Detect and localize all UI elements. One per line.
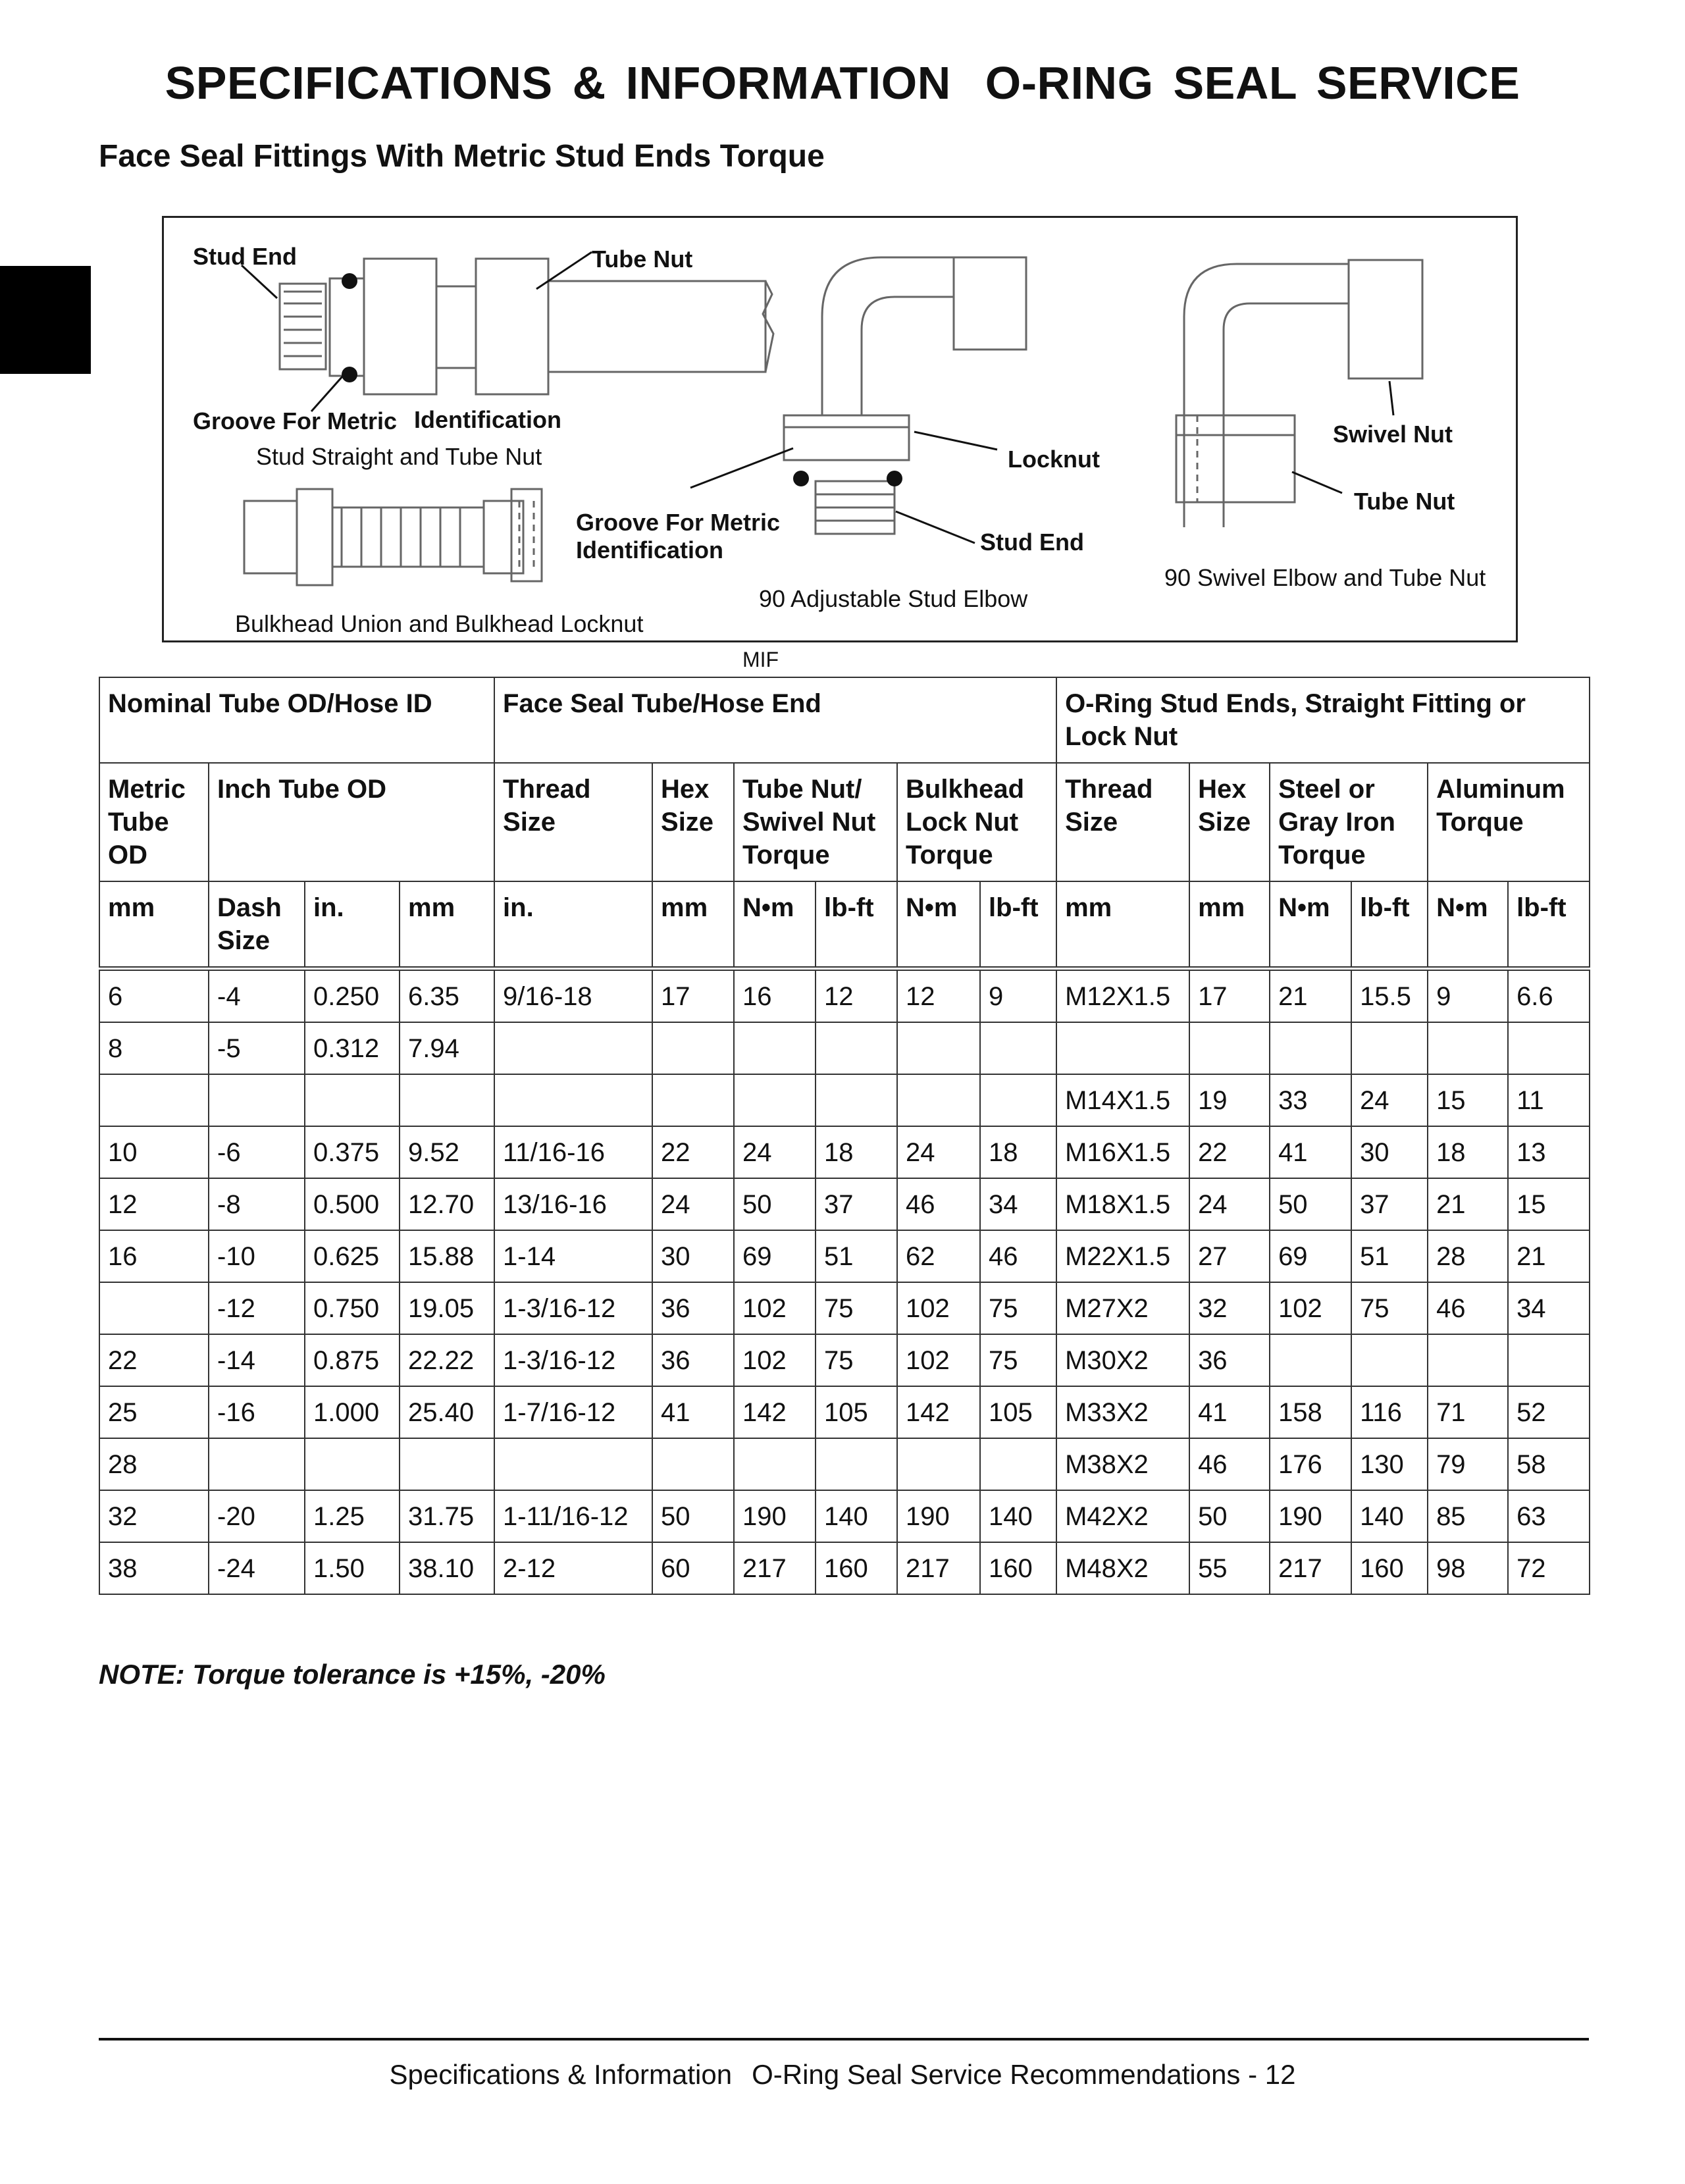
table-cell: 36 [652, 1334, 734, 1386]
table-cell: 1-14 [494, 1230, 652, 1282]
table-row [99, 1230, 1590, 1282]
table-cell [897, 1438, 980, 1490]
table-cell: 6.6 [1508, 969, 1590, 1023]
table-cell: 1-11/16-12 [494, 1490, 652, 1542]
footer-left: Specifications & Information [389, 2059, 733, 2090]
table-cell: 25.40 [400, 1386, 494, 1438]
table-cell: 34 [1508, 1282, 1590, 1334]
torque-tolerance-note: NOTE: Torque tolerance is +15%, -20% [99, 1659, 606, 1690]
table-cell: 13 [1508, 1126, 1590, 1178]
table-cell: M16X1.5 [1056, 1126, 1189, 1178]
table-cell: 50 [652, 1490, 734, 1542]
table-units-row [99, 881, 1590, 969]
table-cell: 19.05 [400, 1282, 494, 1334]
table-cell: 160 [1351, 1542, 1428, 1594]
fittings-illustration [162, 216, 1518, 642]
footer-divider [99, 2038, 1589, 2041]
figure-caption: MIF [742, 648, 779, 671]
table-cell: 9/16-18 [494, 969, 652, 1023]
table-cell: 0.250 [305, 969, 400, 1023]
table-cell: 24 [897, 1126, 980, 1178]
table-cell: 51 [816, 1230, 897, 1282]
table-cell: -10 [209, 1230, 305, 1282]
header-oring-thread-size: Thread Size [1056, 763, 1189, 881]
table-cell: M33X2 [1056, 1386, 1189, 1438]
torque-table-container [99, 677, 1589, 1595]
table-cell: 140 [1351, 1490, 1428, 1542]
table-cell [734, 1022, 816, 1074]
table-row [99, 1490, 1590, 1542]
table-cell: 12 [816, 969, 897, 1023]
unit-header-cell: mm [99, 881, 209, 969]
unit-header-cell: in. [305, 881, 400, 969]
table-row [99, 1386, 1590, 1438]
table-cell [816, 1022, 897, 1074]
table-cell: 9 [980, 969, 1056, 1023]
table-cell: 17 [1189, 969, 1270, 1023]
page-title-left: SPECIFICATIONS & INFORMATION [165, 57, 951, 109]
unit-header-cell: mm [1056, 881, 1189, 969]
table-row [99, 1282, 1590, 1334]
table-cell: 18 [980, 1126, 1056, 1178]
table-cell: 32 [1189, 1282, 1270, 1334]
table-cell: 6 [99, 969, 209, 1023]
table-column-header-row [99, 763, 1590, 881]
table-cell [734, 1074, 816, 1126]
table-cell [980, 1074, 1056, 1126]
table-cell: 71 [1428, 1386, 1508, 1438]
table-cell: 37 [816, 1178, 897, 1230]
table-cell: -14 [209, 1334, 305, 1386]
table-cell: 105 [816, 1386, 897, 1438]
table-cell: 10 [99, 1126, 209, 1178]
table-cell: 22 [99, 1334, 209, 1386]
table-cell [1428, 1022, 1508, 1074]
table-cell: M27X2 [1056, 1282, 1189, 1334]
unit-header-cell: N•m [897, 881, 980, 969]
table-cell: 1-7/16-12 [494, 1386, 652, 1438]
section-title: Face Seal Fittings With Metric Stud Ends Torque [99, 139, 825, 174]
unit-header-cell: lb-ft [1351, 881, 1428, 969]
table-cell: 75 [980, 1334, 1056, 1386]
unit-header-cell: lb-ft [816, 881, 897, 969]
table-cell: 116 [1351, 1386, 1428, 1438]
table-cell: 41 [1189, 1386, 1270, 1438]
table-cell: 37 [1351, 1178, 1428, 1230]
table-cell: 24 [1189, 1178, 1270, 1230]
table-cell: 142 [734, 1386, 816, 1438]
table-cell: 1.000 [305, 1386, 400, 1438]
table-cell: 130 [1351, 1438, 1428, 1490]
table-cell: -8 [209, 1178, 305, 1230]
table-cell: -4 [209, 969, 305, 1023]
table-cell: -5 [209, 1022, 305, 1074]
table-cell: 160 [980, 1542, 1056, 1594]
table-cell [209, 1074, 305, 1126]
header-oring-hex-size: Hex Size [1189, 763, 1270, 881]
page-footer [0, 2059, 1685, 2091]
table-cell: 0.375 [305, 1126, 400, 1178]
header-hex-size: Hex Size [652, 763, 734, 881]
table-cell [816, 1438, 897, 1490]
table-cell: 69 [734, 1230, 816, 1282]
table-cell: 158 [1270, 1386, 1351, 1438]
unit-header-cell: N•m [734, 881, 816, 969]
unit-header-cell: N•m [1270, 881, 1351, 969]
table-cell: -12 [209, 1282, 305, 1334]
table-cell: 11 [1508, 1074, 1590, 1126]
footer-right: O-Ring Seal Service Recommendations - 12 [752, 2059, 1296, 2090]
header-inch-tube-od: Inch Tube OD [209, 763, 494, 881]
table-cell: 24 [652, 1178, 734, 1230]
table-cell [305, 1438, 400, 1490]
table-cell [99, 1074, 209, 1126]
table-cell [897, 1074, 980, 1126]
table-cell: 46 [897, 1178, 980, 1230]
table-cell: 16 [99, 1230, 209, 1282]
table-cell: 34 [980, 1178, 1056, 1230]
table-cell: 140 [980, 1490, 1056, 1542]
table-cell: 50 [1270, 1178, 1351, 1230]
table-cell: 15 [1508, 1178, 1590, 1230]
table-cell: 72 [1508, 1542, 1590, 1594]
table-cell [652, 1022, 734, 1074]
stud-end-label: Stud End [193, 243, 297, 270]
table-cell: 15.88 [400, 1230, 494, 1282]
header-bulkhead-torque: Bulkhead Lock Nut Torque [897, 763, 1056, 881]
header-thread-size: Thread Size [494, 763, 652, 881]
unit-header-cell: mm [400, 881, 494, 969]
table-cell: 28 [99, 1438, 209, 1490]
table-cell: 1.50 [305, 1542, 400, 1594]
table-cell: 7.94 [400, 1022, 494, 1074]
table-cell [1189, 1022, 1270, 1074]
table-cell: 190 [897, 1490, 980, 1542]
stud-straight-caption: Stud Straight and Tube Nut [256, 443, 542, 470]
table-cell: 9.52 [400, 1126, 494, 1178]
tube-nut-label: Tube Nut [592, 246, 693, 273]
table-cell: 21 [1428, 1178, 1508, 1230]
table-cell: 102 [1270, 1282, 1351, 1334]
table-cell [494, 1022, 652, 1074]
table-cell [980, 1438, 1056, 1490]
table-cell [209, 1438, 305, 1490]
table-cell: 15 [1428, 1074, 1508, 1126]
table-cell [897, 1022, 980, 1074]
section-tab-marker [0, 266, 91, 374]
table-cell [1508, 1022, 1590, 1074]
table-cell: 79 [1428, 1438, 1508, 1490]
table-cell: 38.10 [400, 1542, 494, 1594]
identification-label-2: Identification [576, 536, 723, 563]
table-cell: 18 [816, 1126, 897, 1178]
table-cell: 0.500 [305, 1178, 400, 1230]
table-cell: 9 [1428, 969, 1508, 1023]
header-tube-nut-torque: Tube Nut/ Swivel Nut Torque [734, 763, 897, 881]
table-cell: 25 [99, 1386, 209, 1438]
unit-header-cell: N•m [1428, 881, 1508, 969]
unit-header-cell: mm [652, 881, 734, 969]
table-row [99, 1334, 1590, 1386]
table-cell: 0.750 [305, 1282, 400, 1334]
stud-end-label-2: Stud End [980, 529, 1084, 556]
table-cell: 15.5 [1351, 969, 1428, 1023]
table-cell: 217 [897, 1542, 980, 1594]
table-cell [1351, 1022, 1428, 1074]
table-cell: 13/16-16 [494, 1178, 652, 1230]
table-cell: 21 [1270, 969, 1351, 1023]
table-cell: 8 [99, 1022, 209, 1074]
table-cell: 0.312 [305, 1022, 400, 1074]
table-row [99, 1022, 1590, 1074]
groove-label-2: Groove For Metric [576, 509, 781, 536]
header-oring-stud-ends: O-Ring Stud Ends, Straight Fitting or Lock Nut [1056, 677, 1590, 763]
table-cell: 190 [1270, 1490, 1351, 1542]
table-cell: 46 [1428, 1282, 1508, 1334]
table-cell: -20 [209, 1490, 305, 1542]
locknut-label: Locknut [1008, 446, 1100, 473]
table-cell [1428, 1334, 1508, 1386]
unit-header-cell: lb-ft [1508, 881, 1590, 969]
table-cell: 176 [1270, 1438, 1351, 1490]
table-cell: M42X2 [1056, 1490, 1189, 1542]
bulkhead-union-caption: Bulkhead Union and Bulkhead Locknut [235, 610, 644, 637]
unit-header-cell: mm [1189, 881, 1270, 969]
page-title [0, 57, 1685, 109]
table-cell: 75 [816, 1282, 897, 1334]
table-cell: 102 [734, 1334, 816, 1386]
swivel-elbow-caption: 90 Swivel Elbow and Tube Nut [1164, 564, 1486, 591]
table-cell: 18 [1428, 1126, 1508, 1178]
table-cell [494, 1074, 652, 1126]
table-row [99, 1126, 1590, 1178]
table-cell: 24 [1351, 1074, 1428, 1126]
table-cell: 50 [734, 1178, 816, 1230]
header-metric-tube-od: Metric Tube OD [99, 763, 209, 881]
table-cell: 2-12 [494, 1542, 652, 1594]
table-row [99, 1074, 1590, 1126]
table-cell: 98 [1428, 1542, 1508, 1594]
table-cell: 51 [1351, 1230, 1428, 1282]
table-cell [1508, 1334, 1590, 1386]
table-cell: 38 [99, 1542, 209, 1594]
table-cell: 75 [980, 1282, 1056, 1334]
table-cell: 190 [734, 1490, 816, 1542]
table-cell: -24 [209, 1542, 305, 1594]
table-row [99, 1542, 1590, 1594]
table-cell: 36 [652, 1282, 734, 1334]
identification-label: Identification [414, 406, 561, 433]
table-cell: -6 [209, 1126, 305, 1178]
torque-table [99, 677, 1590, 1595]
table-cell: 22.22 [400, 1334, 494, 1386]
table-cell [1351, 1334, 1428, 1386]
adjustable-elbow-caption: 90 Adjustable Stud Elbow [759, 585, 1028, 612]
unit-header-cell: in. [494, 881, 652, 969]
table-cell: 24 [734, 1126, 816, 1178]
table-cell [400, 1438, 494, 1490]
table-cell: M38X2 [1056, 1438, 1189, 1490]
table-cell: M30X2 [1056, 1334, 1189, 1386]
table-cell [494, 1438, 652, 1490]
table-cell: 160 [816, 1542, 897, 1594]
table-cell: -16 [209, 1386, 305, 1438]
table-cell: 52 [1508, 1386, 1590, 1438]
table-cell: 102 [897, 1282, 980, 1334]
table-cell [1270, 1022, 1351, 1074]
table-cell: 0.625 [305, 1230, 400, 1282]
table-cell [816, 1074, 897, 1126]
table-cell: 46 [980, 1230, 1056, 1282]
table-cell: M48X2 [1056, 1542, 1189, 1594]
table-cell: 1-3/16-12 [494, 1282, 652, 1334]
table-cell: M18X1.5 [1056, 1178, 1189, 1230]
table-cell: 41 [652, 1386, 734, 1438]
table-cell: 36 [1189, 1334, 1270, 1386]
table-cell [305, 1074, 400, 1126]
table-cell: 55 [1189, 1542, 1270, 1594]
swivel-nut-label: Swivel Nut [1333, 421, 1453, 448]
table-cell: 19 [1189, 1074, 1270, 1126]
table-cell: 27 [1189, 1230, 1270, 1282]
table-cell: 12 [897, 969, 980, 1023]
table-cell: 140 [816, 1490, 897, 1542]
table-row [99, 1438, 1590, 1490]
table-cell: 16 [734, 969, 816, 1023]
table-cell: 63 [1508, 1490, 1590, 1542]
table-cell: M14X1.5 [1056, 1074, 1189, 1126]
table-cell: 12.70 [400, 1178, 494, 1230]
table-cell: 30 [1351, 1126, 1428, 1178]
table-cell: 1-3/16-12 [494, 1334, 652, 1386]
table-cell: 142 [897, 1386, 980, 1438]
table-cell: 0.875 [305, 1334, 400, 1386]
table-cell: 69 [1270, 1230, 1351, 1282]
table-cell: 6.35 [400, 969, 494, 1023]
table-group-header-row [99, 677, 1590, 763]
table-cell: 12 [99, 1178, 209, 1230]
table-cell: 105 [980, 1386, 1056, 1438]
table-cell: 11/16-16 [494, 1126, 652, 1178]
page-title-right: O-RING SEAL SERVICE [985, 57, 1520, 109]
table-cell: 85 [1428, 1490, 1508, 1542]
header-nominal: Nominal Tube OD/Hose ID [99, 677, 494, 763]
table-cell: 28 [1428, 1230, 1508, 1282]
table-cell: 60 [652, 1542, 734, 1594]
table-cell: 22 [1189, 1126, 1270, 1178]
table-cell: 30 [652, 1230, 734, 1282]
unit-header-cell: Dash Size [209, 881, 305, 969]
table-cell: 75 [816, 1334, 897, 1386]
table-cell [980, 1022, 1056, 1074]
table-cell: 21 [1508, 1230, 1590, 1282]
table-cell: 41 [1270, 1126, 1351, 1178]
groove-label: Groove For Metric [193, 407, 398, 434]
tube-nut-label-2: Tube Nut [1354, 488, 1455, 515]
header-steel-torque: Steel or Gray Iron Torque [1270, 763, 1428, 881]
table-cell [1270, 1334, 1351, 1386]
table-cell: 102 [734, 1282, 816, 1334]
table-cell: M22X1.5 [1056, 1230, 1189, 1282]
table-cell: 31.75 [400, 1490, 494, 1542]
table-cell: 62 [897, 1230, 980, 1282]
table-cell: 217 [1270, 1542, 1351, 1594]
header-face-seal: Face Seal Tube/Hose End [494, 677, 1056, 763]
table-cell: M12X1.5 [1056, 969, 1189, 1023]
table-cell: 58 [1508, 1438, 1590, 1490]
table-cell: 22 [652, 1126, 734, 1178]
table-cell [734, 1438, 816, 1490]
table-cell: 50 [1189, 1490, 1270, 1542]
unit-header-cell: lb-ft [980, 881, 1056, 969]
table-cell: 17 [652, 969, 734, 1023]
table-cell: 32 [99, 1490, 209, 1542]
table-cell: 102 [897, 1334, 980, 1386]
table-cell: 75 [1351, 1282, 1428, 1334]
header-aluminum-torque: Aluminum Torque [1428, 763, 1590, 881]
table-cell [1056, 1022, 1189, 1074]
table-row [99, 1178, 1590, 1230]
table-cell: 1.25 [305, 1490, 400, 1542]
table-row [99, 969, 1590, 1023]
table-cell [652, 1074, 734, 1126]
table-cell [99, 1282, 209, 1334]
table-cell [400, 1074, 494, 1126]
table-cell: 46 [1189, 1438, 1270, 1490]
table-cell: 217 [734, 1542, 816, 1594]
table-cell [652, 1438, 734, 1490]
table-cell: 33 [1270, 1074, 1351, 1126]
